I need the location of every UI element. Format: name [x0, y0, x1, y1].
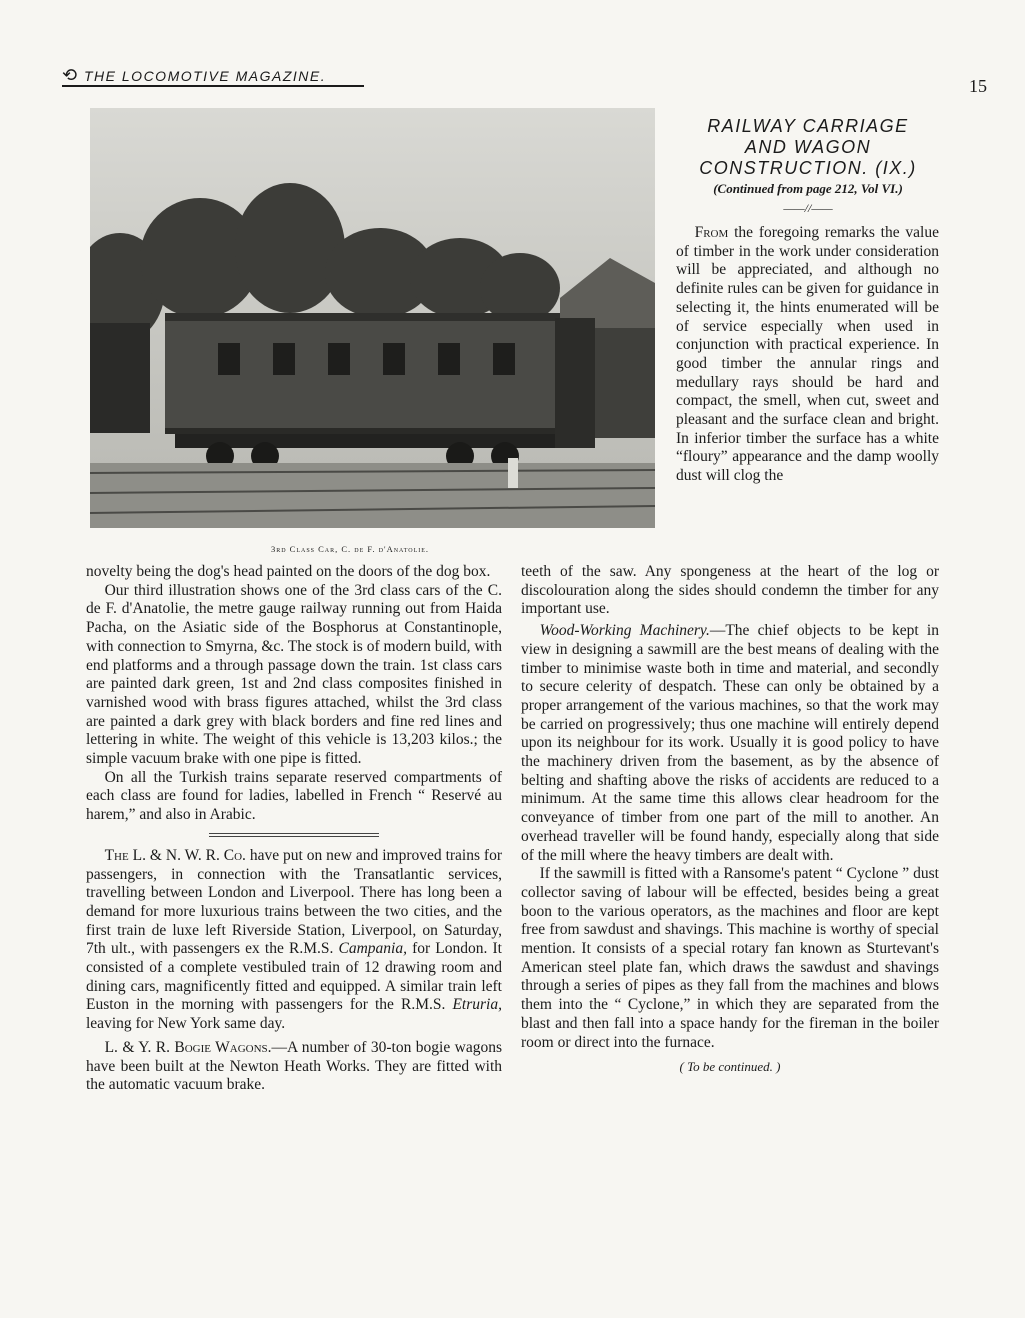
- wood-working-heading: Wood-Working Machinery.: [539, 622, 710, 640]
- left-paragraph-5: [86, 1039, 502, 1095]
- left-paragraph-1: novelty being the dog's head painted on the doors of the dog box.: [86, 563, 491, 580]
- ship-campania: Campania,: [338, 940, 407, 958]
- article-paragraph-2: [521, 622, 939, 865]
- left-column: [86, 563, 502, 1095]
- magazine-title: THE LOCOMOTIVE MAGAZINE.: [84, 68, 327, 84]
- photo-caption: 3rd Class Car, C. de F. d'Anatolie.: [270, 544, 430, 554]
- to-be-continued: ( To be continued. ): [679, 1059, 781, 1075]
- masthead-ornament-icon: ⟲: [62, 65, 79, 85]
- wood-working-text: —The chief objects to be kept in view in designing a sawmill are the best means of dealing with the timber to minimise waste both in time and material, and secondly to secure celerity of despatch. These can only be obtained by a proper arrangement of the various machines, so that the work may be carried on progressively; thus one machine will entirely depend upon its neighbour for its work. Usually it is good policy to have the machinery driven from the basement, as by the absence of belting and shafting above the risks of accidents are reduced to a minimum. At the same time this allows clear headroom for the conveyance of timber from one part of the mill to another. An overhead traveller will be found handy, especially along that side of the mill where the heavy timbers are dealt with.: [521, 622, 939, 864]
- railway-car-photo: [90, 108, 655, 528]
- photo-illustration: [90, 108, 655, 528]
- right-column: [521, 563, 939, 1077]
- left-paragraph-2: Our third illustration shows one of the 3rd class cars of the C. de F. d'Anatolie, the metre gauge railway running out from Haida Pacha, on the Asiatic side of the Bosphorus at Constantinople, with connection to Smyrna, &c. The stock is of modern build, with end platforms and a through passage down the train. 1st class cars are painted dark green, 1st and 2nd class composites finished in varnished wood with brass figures attached, whilst the 3rd class are painted a dark grey with black borders and fine red lines and lettering in white. The weight of this vehicle is 13,203 kilos.; the simple vacuum brake with one pipe is fitted.: [86, 581, 502, 768]
- lyr-lead: L. & Y. R. Bogie Wagons.: [104, 1038, 272, 1056]
- page-number: 15: [969, 76, 987, 96]
- left-paragraph-4: [86, 847, 502, 1034]
- title-rule: ——//——: [783, 201, 833, 215]
- ship-etruria: Etruria,: [452, 996, 502, 1014]
- article-paragraph-3: If the sawmill is fitted with a Ransome's patent “ Cyclone ” dust collector saving of labour will be effected, besides being a great boon to the various operators, as the machines and floor are kept free from sawdust and shavings. This machine is worthy of special mention. It consists of a special rotary fan known as Sturtevant's American steel plate fan, which draws the sawdust and shavings through a series of pipes as they fall from the machines and blows them into the “ Cyclone,” in which they are separated from the blast and then fall into a space handy for the fireman in the boiler room or direct into the furnace.: [521, 865, 939, 1051]
- lnwr-text-c: leaving for New York same day.: [86, 1015, 286, 1033]
- lnwr-lead: The L. & N. W. R. Co.: [104, 846, 246, 864]
- page-header: [62, 64, 987, 98]
- article-paragraph-1-text: the foregoing remarks the value of timber in the work under consideration will be appreciated, and although no definite rules can be given for guidance in selecting it, the hints enumerated will be of service especially when used in conjunction with practical experience. In good timber the annular rings and medullary rays should be hard and compact, the smell, when cut, sweet and pleasant and the surface clean and bright. In inferior timber the surface has a white “floury” appearance and the damp woolly dust will clog the: [676, 224, 939, 485]
- article-title-line-1: RAILWAY CARRIAGE: [707, 116, 909, 136]
- article-title-line-2: AND WAGON: [744, 137, 872, 157]
- article-paragraph-1-rest: teeth of the saw. Any spongeness at the heart of the log or discolouration along the sides should condemn the timber for any important use.: [521, 563, 939, 618]
- lnwr-text-b: for London. It consisted of a complete vestibuled train of 12 drawing room and dining cars, magnificently fitted and equipped. A similar train left Euston in the morning with passengers for the R.M.S.: [86, 940, 502, 1014]
- lnwr-text-a: have put on new and improved trains for passengers, in connection with the Transatlantic services, travelling between London and Liverpool. There has long been a demand for more luxurious trains between the two cities, and the first train de luxe left Riverside Station, Liverpool, on Saturday, 7th ult., with passengers ex the R.M.S.: [86, 846, 502, 958]
- article-title-line-3: CONSTRUCTION. (IX.): [699, 158, 917, 178]
- article-lead-word: From: [694, 224, 729, 241]
- masthead: [62, 65, 364, 87]
- lyr-text: —A number of 30-ton bogie wagons have been built at the Newton Heath Works. They are fitted with the automatic vacuum brake.: [86, 1038, 502, 1094]
- article-column-top: [676, 224, 939, 486]
- section-divider: [209, 833, 379, 837]
- continued-note: (Continued from page 212, Vol VI.): [713, 181, 903, 196]
- article-paragraph-1-top: [676, 224, 939, 486]
- left-paragraph-3: On all the Turkish trains separate reserved compartments of each class are found for ladies, labelled in French “ Reservé au harem,” and also in Arabic.: [86, 768, 502, 824]
- article-title-block: [658, 116, 958, 218]
